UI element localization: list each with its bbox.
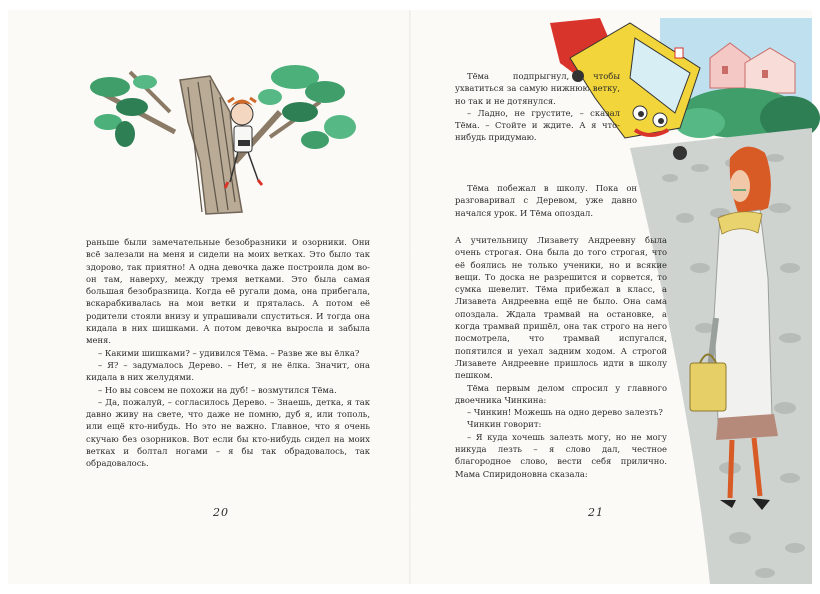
paragraph: Тёма подпрыгнул, чтобы ухватиться за самую нижнюю ветку, но так и не дотянулся. — [455, 71, 620, 106]
right-page-intro — [455, 70, 620, 144]
paragraph: Чинкин говорит: — [467, 419, 542, 430]
left-page-text — [86, 236, 370, 470]
paragraph: – Чинкин! Можешь на одно дерево залезть? — [467, 407, 663, 418]
paragraph: раньше были замечательные безобразники и озорники. Они всё залезали на меня и сидели на моих ветках. Это было так здорово, так приятно! А одна девочка даже построила дом во-он там, наверху, между тремя ветками. Это была самая большая безобразница. Когда её ругали дома, она прибегала, вскарабкивалась на мои ветки и пряталась. А потом её родители стояли внизу и упрашивали спуститься. И тогда она кидала в них шишками. А потом девочка выросла и забыла меня. — [86, 237, 370, 346]
book-gutter — [409, 10, 411, 584]
paragraph: – Какими шишками? – удивился Тёма. – Разве же вы ёлка? — [98, 347, 360, 358]
tree-illustration — [70, 52, 370, 222]
right-page-text — [455, 234, 667, 480]
paragraph: Тёма побежал в школу. Пока он разговаривал с Деревом, уже давно начался урок. И Тёма опоздал. — [455, 183, 637, 218]
paragraph: Тёма первым делом спросил у главного двоечника Чинкина: — [455, 382, 667, 405]
right-page-mid — [455, 182, 637, 219]
paragraph: – Но вы совсем не похожи на дуб! – возмутился Тёма. — [98, 384, 337, 395]
paragraph: – Я? – задумалось Дерево. – Нет, я не ёлка. Значит, она кидала в них желудями. — [86, 359, 370, 383]
paragraph: – Да, пожалуй, – согласилось Дерево. – Знаешь, детка, я так давно живу на свете, что даже не помню, дуб я, или тополь, или ещё кто-нибудь. Но это не важно. Главное, что я очень скучаю без озорников. Вот если бы кто-нибудь сидел на моих ветках и болтал ногами – я бы так обрадовалось, так обрадовалось. — [86, 396, 370, 469]
paragraph: – Я куда хочешь залезть могу, но не могу никуда лезть – я слово дал, честное благородное слово, вести себя прилично. Мама Спиридоновна сказала: — [455, 431, 667, 479]
page-number-right: 21 — [588, 506, 604, 519]
page-number-left: 20 — [213, 506, 229, 519]
paragraph: – Ладно, не грустите, – сказал Тёма. – Стойте и ждите. А я что-нибудь придумаю. — [455, 107, 620, 143]
paragraph: А учительницу Лизавету Андреевну была очень строгая. Она была до того строгая, что её боялись не только ученики, но и всякие вещи. То доска не разрешится и сорвется, то сумка шевелит. Тёма прибежал в класс, а Лизавета Андреевна ещё не было. Она сама опоздала. Ждала трамвай на остановке, а когда трамвай пришёл, она так строго на него посмотрела, что трамвай испугался, попятился и уехал задним ходом. А строгой Лизавете Андреевне пришлось идти в школу пешком. — [455, 235, 667, 381]
